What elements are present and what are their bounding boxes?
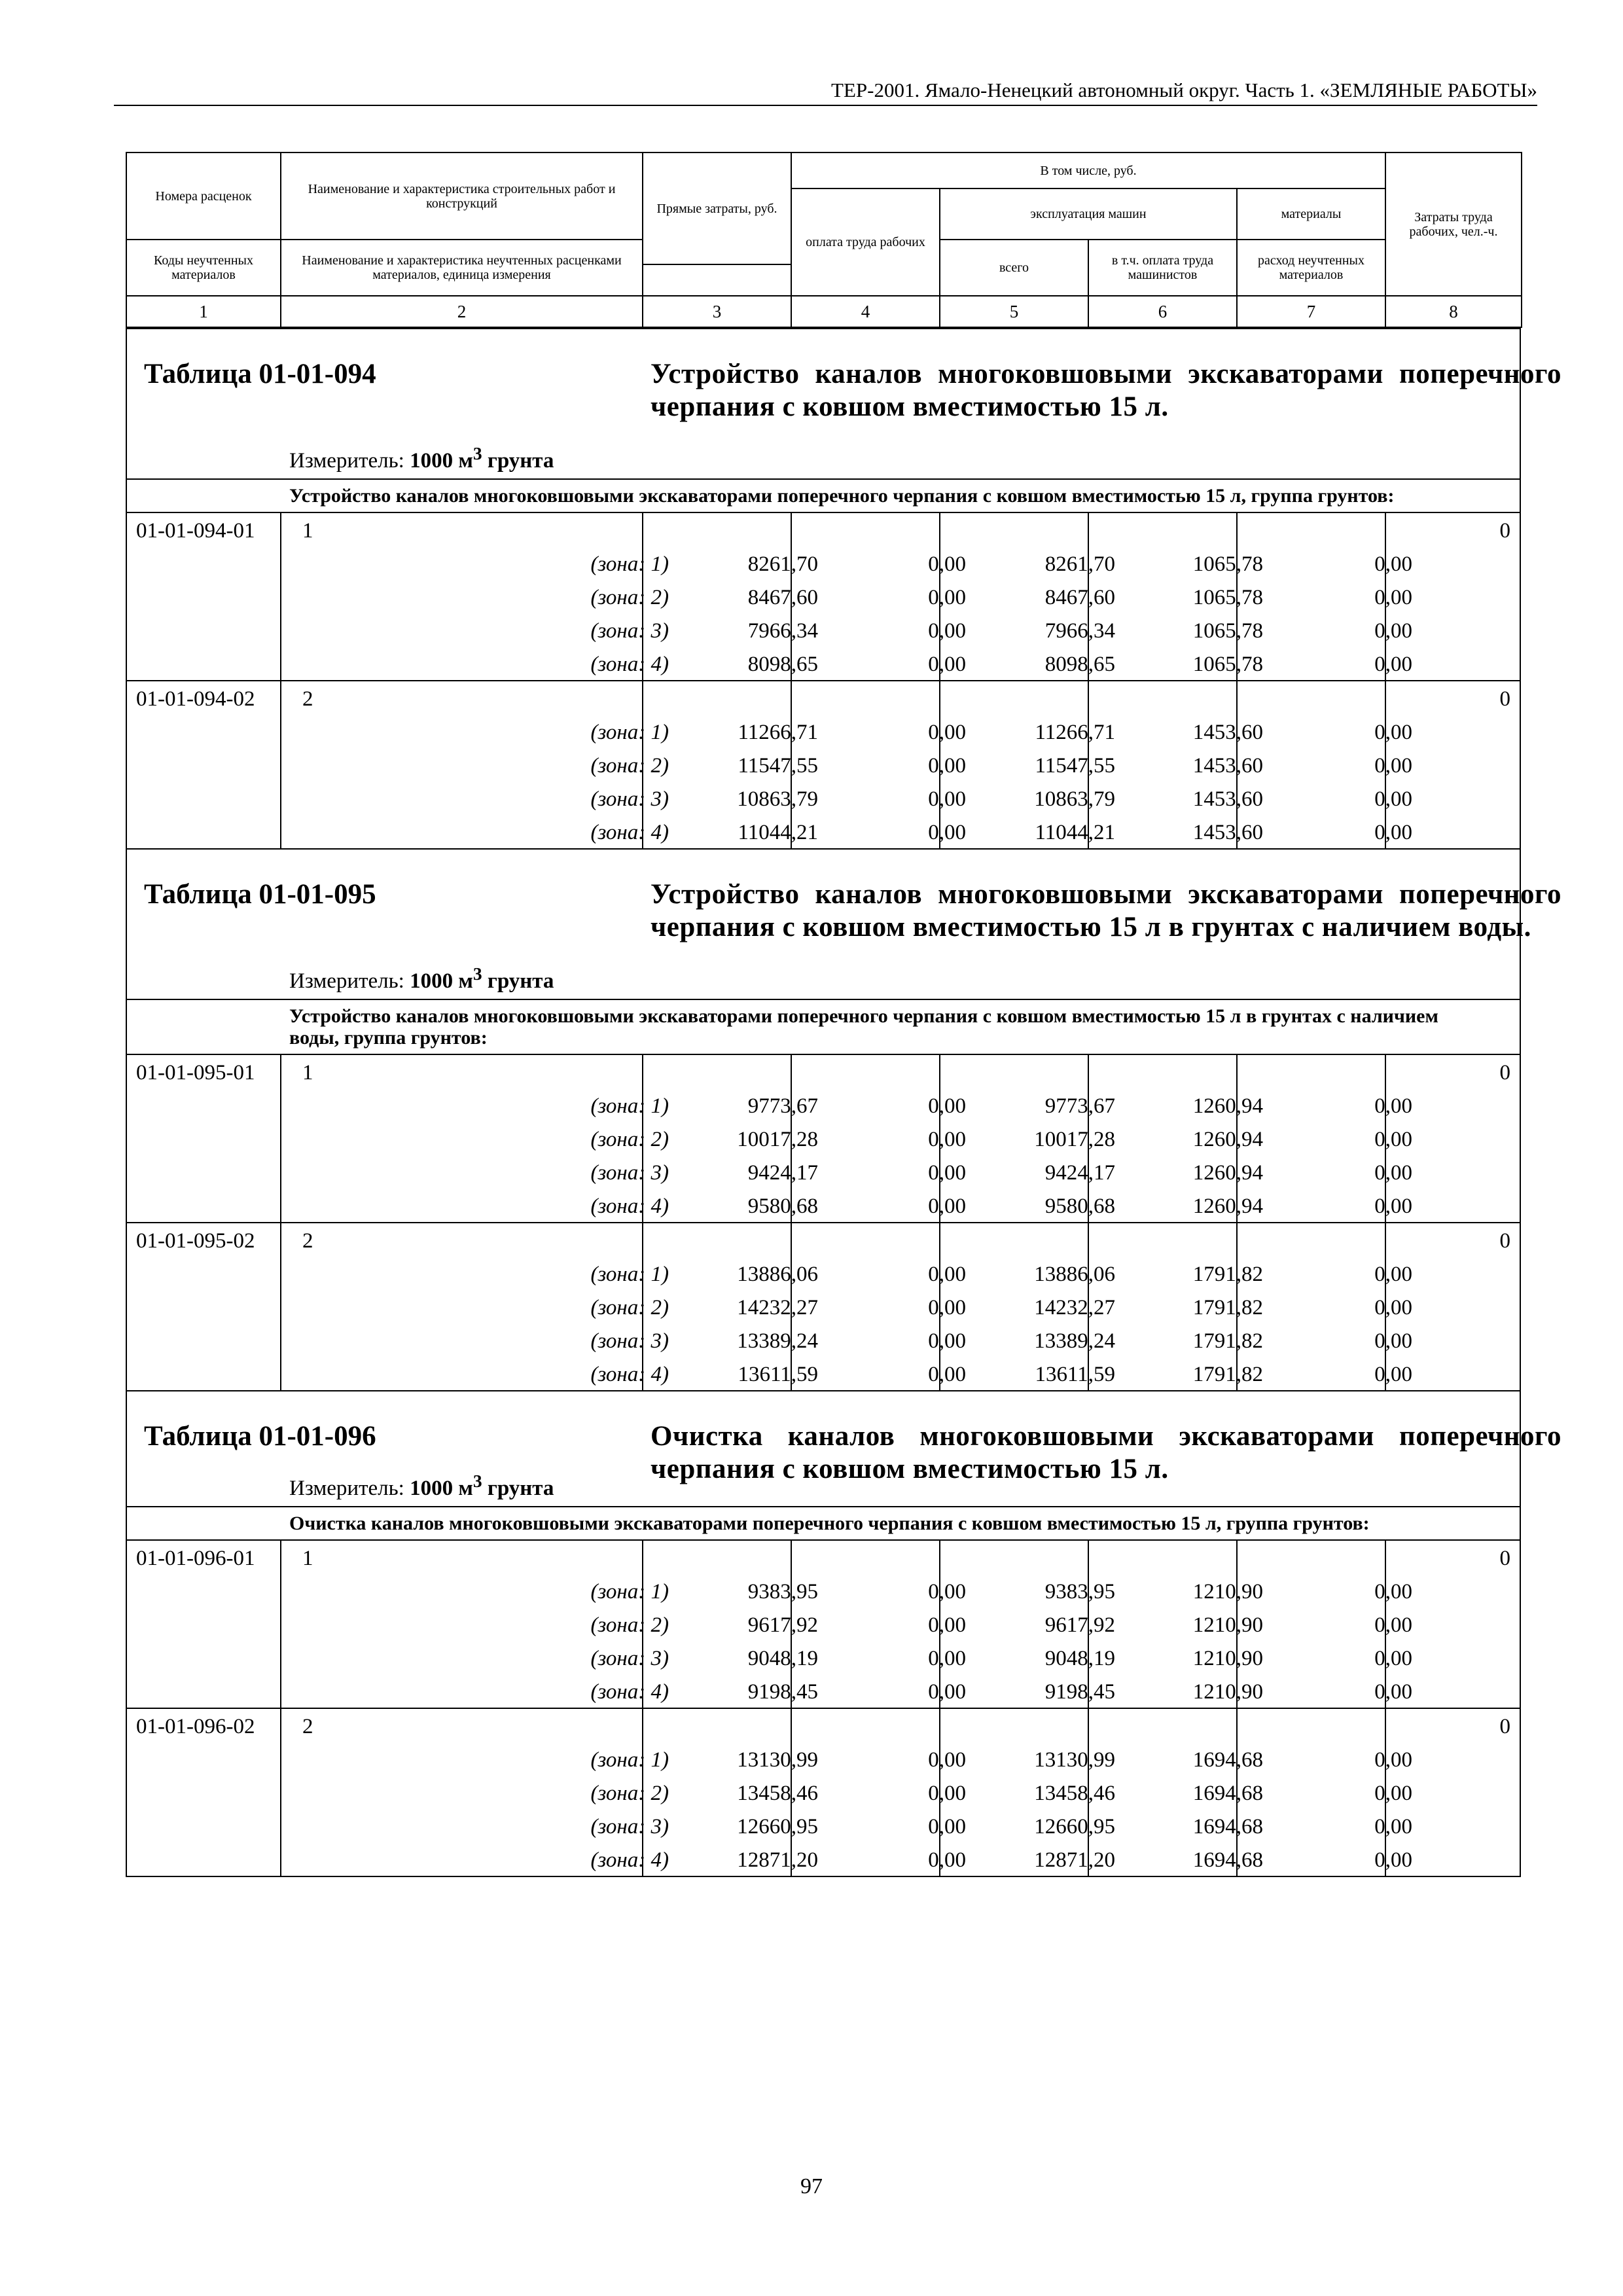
worker-wages-cell: 0,00 [928,1161,966,1185]
machinist-wages-cell: 1260,94 [1192,1194,1263,1218]
machinist-wages-cell: 1694,68 [1192,1748,1263,1772]
soil-group-number: 2 [302,1715,313,1738]
direct-cost-cell: 8261,70 [747,552,818,576]
direct-cost-cell: 9580,68 [747,1194,818,1218]
machine-cost-cell: 8261,70 [1044,552,1115,576]
zone-row [127,1357,1520,1390]
zone-label: (зона: 4) [590,1848,669,1872]
rate-code: 01-01-094-02 [136,687,255,711]
header-rule [114,105,1537,106]
zone-row [127,1574,1520,1607]
measure-quantity: 1000 м [410,969,473,993]
zone-row [127,1155,1520,1189]
direct-cost-cell: 7966,34 [747,619,818,643]
zone-label: (зона: 2) [590,1782,669,1805]
zone-label: (зона: 2) [590,754,669,778]
worker-wages-cell: 0,00 [928,1194,966,1218]
zone-label: (зона: 1) [590,552,669,576]
measure-exponent: 3 [473,1471,482,1491]
col8-header: Затраты труда рабочих, чел.-ч. [1385,152,1522,296]
labor-cost-cell: 0 [1499,687,1510,711]
machinist-wages-cell: 1791,82 [1192,1363,1263,1386]
direct-cost-cell: 9198,45 [747,1680,818,1704]
col3-header: Прямые затраты, руб. [643,152,791,264]
zone-label: (зона: 3) [590,1815,669,1839]
machinist-wages-cell: 1260,94 [1192,1128,1263,1151]
materials-cell: 0,00 [1374,1296,1412,1319]
col6-header: в т.ч. оплата труда машинистов [1088,240,1237,296]
rate-header-row [127,513,1520,547]
soil-group-title: Устройство каналов многоковшовыми экскаваторами поперечного черпания с ковшом вместимостью 15 л, группа грунтов: [127,478,1520,512]
zone-row [127,1742,1520,1776]
direct-cost-cell: 9383,95 [747,1580,818,1604]
running-header: ТЕР-2001. Ямало-Ненецкий автономный округ. Часть 1. «ЗЕМЛЯНЫЕ РАБОТЫ» [831,79,1537,101]
direct-cost-cell: 12660,95 [737,1815,818,1839]
zone-row [127,1776,1520,1809]
machine-cost-cell: 9048,19 [1044,1647,1115,1670]
materials-cell: 0,00 [1374,1128,1412,1151]
machine-cost-cell: 12660,95 [1034,1815,1115,1839]
machinist-wages-cell: 1791,82 [1192,1329,1263,1353]
measure-label: Измеритель: [289,1477,410,1500]
machinist-wages-cell: 1065,78 [1192,653,1263,676]
table-number: Таблица 01-01-095 [144,879,376,910]
col2-bottom-header: Наименование и характеристика неучтенных расценками материалов, единица измерения [281,240,643,296]
materials-cell: 0,00 [1374,1848,1412,1872]
materials-cell: 0,00 [1374,1094,1412,1118]
direct-cost-cell: 9773,67 [747,1094,818,1118]
measure-unit [289,1471,554,1501]
estimate-table [126,152,1561,1877]
machine-cost-cell: 9617,92 [1044,1613,1115,1637]
measure-value [410,963,554,993]
zone-row [127,1641,1520,1674]
materials-cell: 0,00 [1374,1363,1412,1386]
table-section [127,1390,1561,1876]
machinist-wages-cell: 1210,90 [1192,1680,1263,1704]
worker-wages-cell: 0,00 [928,552,966,576]
direct-cost-cell: 13389,24 [737,1329,818,1353]
zone-row [127,1257,1520,1290]
soil-group-number: 1 [302,1061,313,1085]
rate-block [127,512,1520,680]
rate-header-row [127,1055,1520,1088]
zone-row [127,647,1520,680]
machine-cost-cell: 9198,45 [1044,1680,1115,1704]
soil-group-number: 1 [302,519,313,543]
rate-header-row [127,1223,1520,1257]
worker-wages-cell: 0,00 [928,1329,966,1353]
zone-label: (зона: 3) [590,1647,669,1670]
machinist-wages-cell: 1260,94 [1192,1161,1263,1185]
labor-cost-cell: 0 [1499,1229,1510,1253]
direct-cost-cell: 13458,46 [737,1782,818,1805]
machine-cost-cell: 9580,68 [1044,1194,1115,1218]
machine-cost-cell: 13130,99 [1034,1748,1115,1772]
materials-cell: 0,00 [1374,619,1412,643]
machine-cost-cell: 11266,71 [1035,721,1115,744]
materials-cell: 0,00 [1374,1613,1412,1637]
rate-block [127,680,1520,848]
machine-cost-cell: 10017,28 [1034,1128,1115,1151]
machinist-wages-cell: 1453,60 [1192,787,1263,811]
direct-cost-cell: 9048,19 [747,1647,818,1670]
direct-cost-cell: 11044,21 [738,821,818,844]
zone-label: (зона: 2) [590,1296,669,1319]
machinist-wages-cell: 1210,90 [1192,1580,1263,1604]
machine-cost-cell: 8467,60 [1044,586,1115,609]
labor-cost-cell: 0 [1499,519,1510,543]
machine-cost-cell: 13611,59 [1035,1363,1115,1386]
worker-wages-cell: 0,00 [928,1580,966,1604]
included-header: В том числе, руб. [791,152,1385,188]
zone-label: (зона: 1) [590,1580,669,1604]
worker-wages-cell: 0,00 [928,1613,966,1637]
machinist-wages-cell: 1065,78 [1192,586,1263,609]
measure-unit [289,443,554,473]
worker-wages-cell: 0,00 [928,586,966,609]
col-number: 6 [1088,296,1237,327]
zone-row [127,1088,1520,1122]
direct-cost-cell: 11266,71 [738,721,818,744]
rate-block [127,1539,1520,1708]
measure-material: грунта [482,969,554,993]
table-number: Таблица 01-01-096 [144,1421,376,1452]
machinist-wages-cell: 1260,94 [1192,1094,1263,1118]
zone-label: (зона: 1) [590,1263,669,1286]
materials-cell: 0,00 [1374,754,1412,778]
materials-cell: 0,00 [1374,1161,1412,1185]
zone-row [127,1323,1520,1357]
measure-unit [289,963,554,994]
col5-header: всего [940,240,1088,296]
direct-cost-cell: 13611,59 [738,1363,818,1386]
worker-wages-cell: 0,00 [928,1782,966,1805]
soil-group-number: 2 [302,1229,313,1253]
worker-wages-cell: 0,00 [928,1094,966,1118]
labor-cost-cell: 0 [1499,1715,1510,1738]
zone-row [127,613,1520,647]
direct-cost-cell: 11547,55 [738,754,818,778]
machinist-wages-cell: 1791,82 [1192,1263,1263,1286]
zone-row [127,1290,1520,1323]
machines-header: эксплуатация машин [940,188,1237,240]
worker-wages-cell: 0,00 [928,619,966,643]
worker-wages-cell: 0,00 [928,1748,966,1772]
table-title: Устройство каналов многоковшовыми экскаваторами поперечного черпания с ковшом вместимостью 15 л. [651,359,1561,422]
rate-header-row [127,1541,1520,1574]
materials-cell: 0,00 [1374,1680,1412,1704]
worker-wages-cell: 0,00 [928,1815,966,1839]
col-number: 5 [940,296,1088,327]
direct-cost-cell: 13130,99 [737,1748,818,1772]
zone-label: (зона: 1) [590,1748,669,1772]
machine-cost-cell: 13389,24 [1034,1329,1115,1353]
zone-row [127,1842,1520,1876]
materials-cell: 0,00 [1374,821,1412,844]
zone-label: (зона: 2) [590,1128,669,1151]
worker-wages-cell: 0,00 [928,1296,966,1319]
machine-cost-cell: 9773,67 [1044,1094,1115,1118]
zone-label: (зона: 4) [590,1363,669,1386]
zone-label: (зона: 4) [590,821,669,844]
materials-cell: 0,00 [1374,1580,1412,1604]
materials-cell: 0,00 [1374,787,1412,811]
materials-header: материалы [1237,188,1385,240]
col-number: 3 [643,296,791,327]
table-body [126,328,1561,1877]
materials-cell: 0,00 [1374,1194,1412,1218]
direct-cost-cell: 10017,28 [737,1128,818,1151]
zone-label: (зона: 3) [590,619,669,643]
zone-label: (зона: 3) [590,1329,669,1353]
zone-row [127,1809,1520,1842]
soil-group-title: Очистка каналов многоковшовыми экскаваторами поперечного черпания с ковшом вместимостью 15 л, группа грунтов: [127,1506,1520,1539]
measure-quantity: 1000 м [410,449,473,473]
zone-row [127,1607,1520,1641]
table-number: Таблица 01-01-094 [144,359,376,389]
machinist-wages-cell: 1453,60 [1192,754,1263,778]
worker-wages-cell: 0,00 [928,1647,966,1670]
col7-header: расход неучтенных материалов [1237,240,1385,296]
direct-cost-cell: 13886,06 [737,1263,818,1286]
machinist-wages-cell: 1210,90 [1192,1613,1263,1637]
machinist-wages-cell: 1694,68 [1192,1848,1263,1872]
table-title-block [127,329,1561,478]
soil-group-number: 1 [302,1547,313,1570]
measure-exponent: 3 [473,963,482,984]
rate-header-row [127,681,1520,715]
zone-row [127,547,1520,580]
table-title: Устройство каналов многоковшовыми экскаваторами поперечного черпания с ковшом вместимостью 15 л в грунтах с наличием воды. [651,879,1561,942]
soil-group-number: 2 [302,687,313,711]
materials-cell: 0,00 [1374,1782,1412,1805]
direct-cost-cell: 8098,65 [747,653,818,676]
machinist-wages-cell: 1694,68 [1192,1815,1263,1839]
materials-cell: 0,00 [1374,1748,1412,1772]
direct-cost-cell: 10863,79 [737,787,818,811]
measure-quantity: 1000 м [410,1477,473,1500]
machine-cost-cell: 9424,17 [1044,1161,1115,1185]
worker-wages-cell: 0,00 [928,1363,966,1386]
direct-cost-cell: 12871,20 [737,1848,818,1872]
col-number: 7 [1237,296,1385,327]
page-number: 97 [800,2174,823,2198]
machine-cost-cell: 11547,55 [1035,754,1115,778]
worker-wages-cell: 0,00 [928,821,966,844]
machinist-wages-cell: 1065,78 [1192,552,1263,576]
col-number: 2 [281,296,643,327]
rate-block [127,1708,1520,1876]
machine-cost-cell: 9383,95 [1044,1580,1115,1604]
col2-top-header: Наименование и характеристика строительных работ и конструкций [281,152,643,240]
measure-value [410,443,554,473]
materials-cell: 0,00 [1374,721,1412,744]
rate-code: 01-01-095-02 [136,1229,255,1253]
machine-cost-cell: 13458,46 [1034,1782,1115,1805]
zone-row [127,1122,1520,1155]
measure-exponent: 3 [473,443,482,463]
worker-wages-cell: 0,00 [928,1680,966,1704]
materials-cell: 0,00 [1374,1647,1412,1670]
zone-label: (зона: 1) [590,721,669,744]
zone-label: (зона: 4) [590,653,669,676]
machinist-wages-cell: 1065,78 [1192,619,1263,643]
zone-row [127,580,1520,613]
col-number: 8 [1385,296,1522,327]
direct-cost-cell: 8467,60 [747,586,818,609]
measure-label: Измеритель: [289,449,410,473]
table-title-block [127,850,1561,999]
rate-code: 01-01-096-01 [136,1547,255,1570]
zone-label: (зона: 2) [590,586,669,609]
labor-cost-cell: 0 [1499,1547,1510,1570]
materials-cell: 0,00 [1374,653,1412,676]
col1-top-header: Номера расценок [126,152,281,240]
worker-wages-cell: 0,00 [928,1848,966,1872]
worker-wages-cell: 0,00 [928,1128,966,1151]
col4-header: оплата труда рабочих [791,188,940,296]
machine-cost-cell: 10863,79 [1034,787,1115,811]
materials-cell: 0,00 [1374,1329,1412,1353]
column-header [126,152,1522,328]
zone-row [127,1674,1520,1708]
zone-label: (зона: 3) [590,787,669,811]
direct-cost-cell: 9424,17 [747,1161,818,1185]
zone-row [127,781,1520,815]
machinist-wages-cell: 1210,90 [1192,1647,1263,1670]
rate-block [127,1222,1520,1390]
materials-cell: 0,00 [1374,552,1412,576]
col1-bottom-header: Коды неучтенных материалов [126,240,281,296]
direct-cost-cell: 14232,27 [737,1296,818,1319]
machine-cost-cell: 11044,21 [1035,821,1115,844]
rate-code: 01-01-095-01 [136,1061,255,1085]
col-number: 1 [126,296,281,327]
materials-cell: 0,00 [1374,1815,1412,1839]
rate-block [127,1054,1520,1222]
machine-cost-cell: 7966,34 [1044,619,1115,643]
machinist-wages-cell: 1791,82 [1192,1296,1263,1319]
direct-cost-cell: 9617,92 [747,1613,818,1637]
measure-material: грунта [482,1477,554,1500]
table-section [127,848,1561,1390]
zone-label: (зона: 2) [590,1613,669,1637]
materials-cell: 0,00 [1374,1263,1412,1286]
machine-cost-cell: 8098,65 [1044,653,1115,676]
measure-label: Измеритель: [289,969,410,993]
machine-cost-cell: 12871,20 [1034,1848,1115,1872]
rate-code: 01-01-094-01 [136,519,255,543]
materials-cell: 0,00 [1374,586,1412,609]
zone-row [127,715,1520,748]
worker-wages-cell: 0,00 [928,787,966,811]
measure-material: грунта [482,449,554,473]
zone-label: (зона: 4) [590,1680,669,1704]
zone-row [127,815,1520,848]
rate-header-row [127,1709,1520,1742]
worker-wages-cell: 0,00 [928,754,966,778]
soil-group-title: Устройство каналов многоковшовыми экскаваторами поперечного черпания с ковшом вместимостью 15 л в грунтах с наличием воды, группа грунтов: [127,999,1520,1054]
zone-label: (зона: 3) [590,1161,669,1185]
zone-label: (зона: 1) [590,1094,669,1118]
labor-cost-cell: 0 [1499,1061,1510,1085]
machinist-wages-cell: 1694,68 [1192,1782,1263,1805]
machinist-wages-cell: 1453,60 [1192,821,1263,844]
table-title-block [127,1391,1561,1506]
machine-cost-cell: 13886,06 [1034,1263,1115,1286]
worker-wages-cell: 0,00 [928,1263,966,1286]
table-title: Очистка каналов многоковшовыми экскаваторами поперечного черпания с ковшом вместимостью 15 л. [651,1421,1561,1484]
worker-wages-cell: 0,00 [928,653,966,676]
rate-code: 01-01-096-02 [136,1715,255,1738]
machinist-wages-cell: 1453,60 [1192,721,1263,744]
worker-wages-cell: 0,00 [928,721,966,744]
zone-row [127,1189,1520,1222]
zone-label: (зона: 4) [590,1194,669,1218]
table-section [127,328,1561,848]
machine-cost-cell: 14232,27 [1034,1296,1115,1319]
zone-row [127,748,1520,781]
measure-value [410,1471,554,1500]
col3-header-spacer [643,264,791,296]
col-number: 4 [791,296,940,327]
